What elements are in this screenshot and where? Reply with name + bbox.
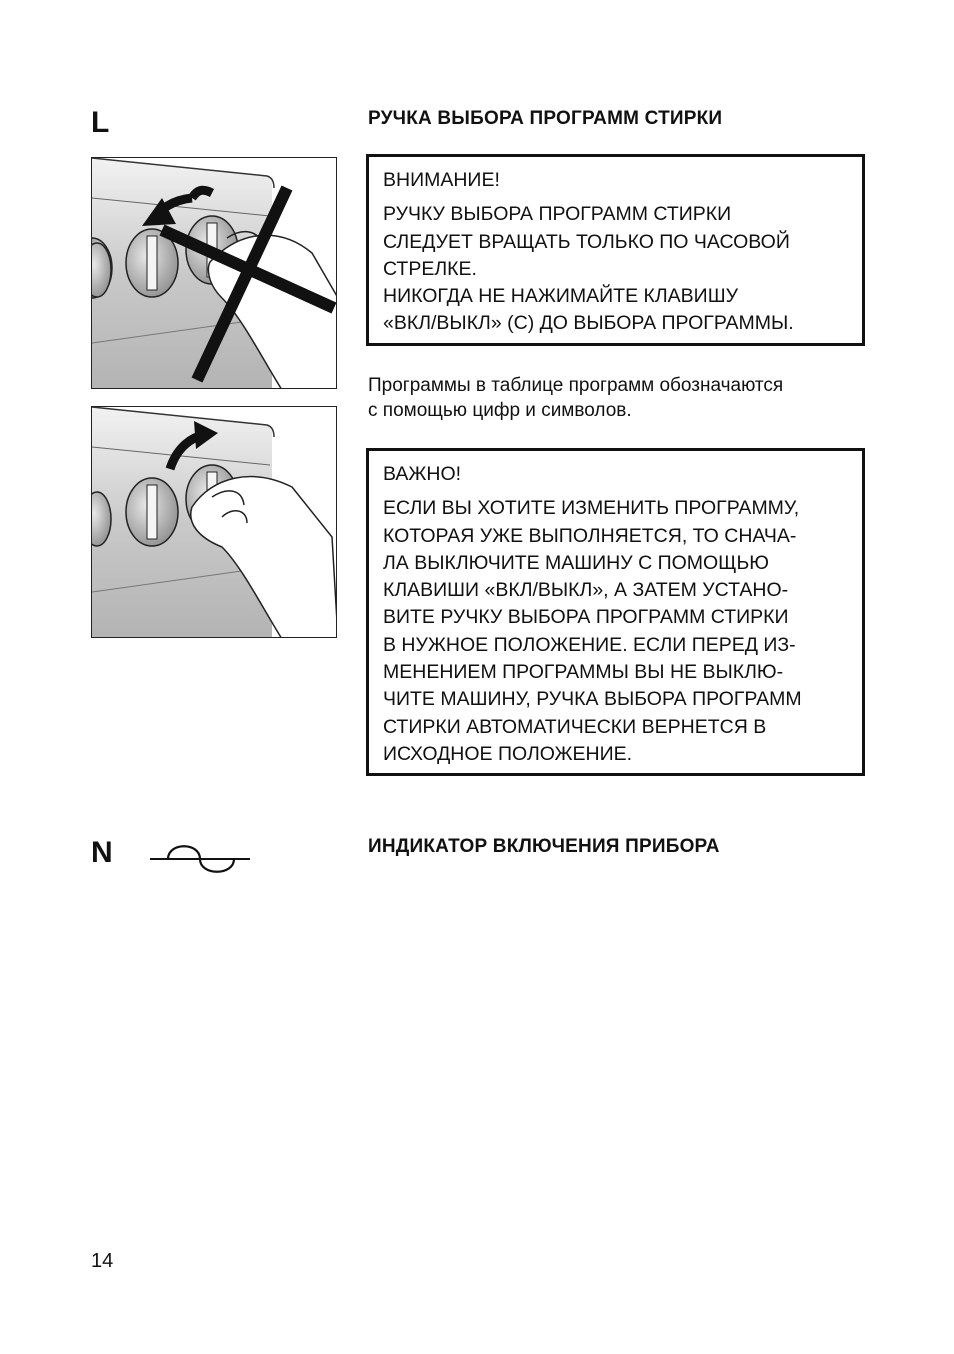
important-line: КЛАВИШИ «ВКЛ/ВЫКЛ», А ЗАТЕМ УСТАНО-: [383, 579, 789, 602]
page-number: 14: [91, 1250, 114, 1272]
illustration-wrong-direction: [91, 157, 337, 389]
important-line: КОТОРАЯ УЖЕ ВЫПОЛНЯЕТСЯ, ТО СНАЧА-: [383, 524, 797, 547]
paragraph-line: Программы в таблице программ обозначаются: [368, 375, 784, 396]
warning-line: СЛЕДУЕТ ВРАЩАТЬ ТОЛЬКО ПО ЧАСОВОЙ: [383, 230, 790, 253]
important-line: ЧИТЕ МАШИНУ, РУЧКА ВЫБОРА ПРОГРАММ: [383, 688, 802, 711]
warning-title: ВНИМАНИЕ!: [383, 169, 500, 191]
important-title: ВАЖНО!: [383, 463, 462, 485]
warning-line: НИКОГДА НЕ НАЖИМАЙТЕ КЛАВИШУ: [383, 285, 738, 308]
illustration-correct-direction: [91, 406, 337, 638]
important-line: ЕСЛИ ВЫ ХОТИТЕ ИЗМЕНИТЬ ПРОГРАММУ,: [383, 497, 800, 520]
important-line: МЕНЕНИЕМ ПРОГРАММЫ ВЫ НЕ ВЫКЛЮ-: [383, 661, 784, 684]
section-heading-power-indicator: ИНДИКАТОР ВКЛЮЧЕНИЯ ПРИБОРА: [368, 836, 720, 857]
important-line: ИСХОДНОЕ ПОЛОЖЕНИЕ.: [383, 742, 633, 765]
section-letter-n: N: [91, 836, 113, 869]
warning-line: СТРЕЛКЕ.: [383, 257, 477, 280]
important-line: СТИРКИ АВТОМАТИЧЕСКИ ВЕРНЕТСЯ В: [383, 715, 767, 738]
warning-box: [366, 154, 865, 346]
warning-line: «ВКЛ/ВЫКЛ» (С) ДО ВЫБОРА ПРОГРАММЫ.: [383, 312, 794, 335]
important-line: В НУЖНОЕ ПОЛОЖЕНИЕ. ЕСЛИ ПЕРЕД ИЗ-: [383, 633, 796, 656]
paragraph-line: с помощью цифр и символов.: [368, 400, 632, 421]
section-letter-l: L: [91, 106, 110, 139]
important-line: ВИТЕ РУЧКУ ВЫБОРА ПРОГРАММ СТИРКИ: [383, 606, 789, 629]
section-heading-program-knob: РУЧКА ВЫБОРА ПРОГРАММ СТИРКИ: [368, 108, 723, 129]
sine-wave-icon: [150, 834, 250, 891]
important-box: [366, 448, 865, 776]
important-line: ЛА ВЫКЛЮЧИТЕ МАШИНУ С ПОМОЩЬЮ: [383, 551, 769, 574]
program-symbols-paragraph: [368, 373, 783, 423]
warning-line: РУЧКУ ВЫБОРА ПРОГРАММ СТИРКИ: [383, 203, 732, 226]
